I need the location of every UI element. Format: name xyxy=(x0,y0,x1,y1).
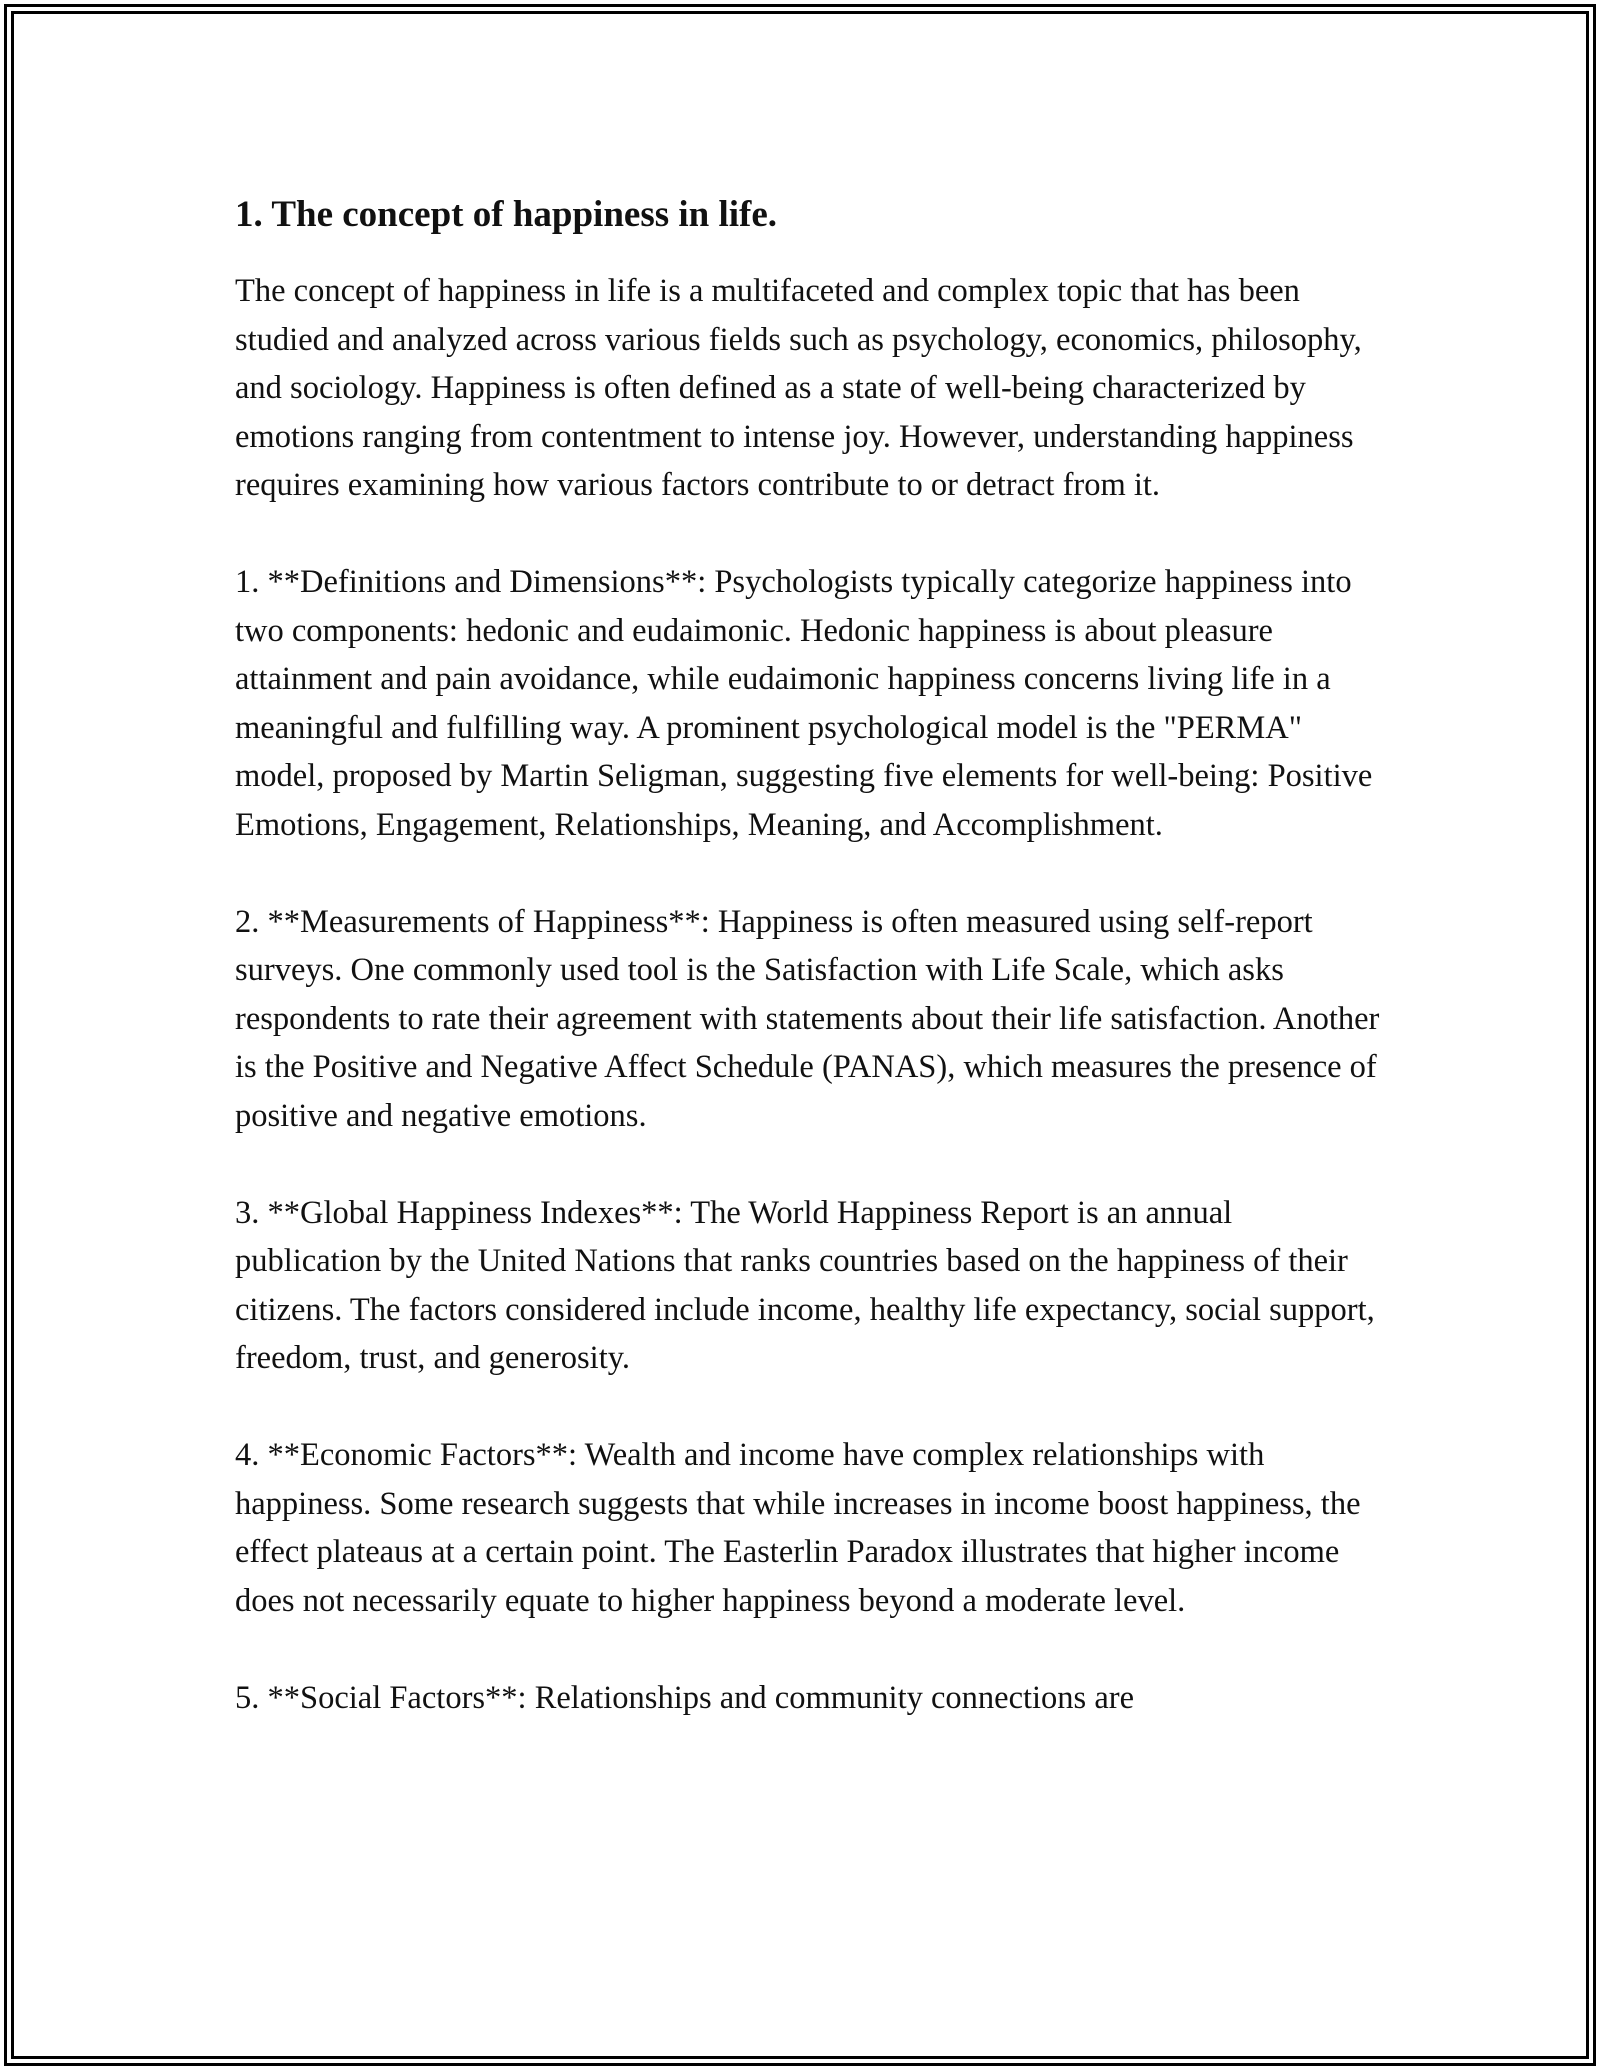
economic-factors-paragraph: 4. **Economic Factors**: Wealth and income have complex relationships with happiness. Some research suggests that while increases in income boost happiness, the effect plateaus at a certain point. The Easterlin Paradox illustrates that higher income does not necessarily equate to higher happiness beyond a moderate level. xyxy=(235,1437,1361,1619)
section-heading: 1. The concept of happiness in life. xyxy=(235,194,778,235)
definitions-paragraph: 1. **Definitions and Dimensions**: Psychologists typically categorize happiness into two components: hedonic and eudaimonic. Hedonic happiness is about pleasure attainment and pain avoidance, while eudaimonic happiness concerns living life in a meaningful and fulfilling way. A prominent psychological model is the "PERMA" model, proposed by Martin Seligman, suggesting five elements for well-being: Positive Emotions, Engagement, Relationships, Meaning, and Accomplishment. xyxy=(235,564,1373,843)
intro-paragraph: The concept of happiness in life is a multifaceted and complex topic that has been studied and analyzed across various fields such as psychology, economics, philosophy, and sociology. Happiness is often defined as a state of well-being characterized by emotions ranging from contentment to intense joy. However, understanding happiness requires examining how various factors contribute to or detract from it. xyxy=(235,273,1362,503)
social-factors-paragraph: 5. **Social Factors**: Relationships and community connections are xyxy=(235,1679,1135,1716)
document-body xyxy=(235,185,1385,1771)
measurements-paragraph: 2. **Measurements of Happiness**: Happiness is often measured using self-report surveys. One commonly used tool is the Satisfaction with Life Scale, which asks respondents to rate their agreement with statements about their life satisfaction. Another is the Positive and Negative Affect Schedule (PANAS), which measures the presence of positive and negative emotions. xyxy=(235,903,1380,1134)
global-indexes-paragraph: 3. **Global Happiness Indexes**: The World Happiness Report is an annual publication by the United Nations that ranks countries based on the happiness of their citizens. The factors considered include income, healthy life expectancy, social support, freedom, trust, and generosity. xyxy=(235,1194,1375,1376)
